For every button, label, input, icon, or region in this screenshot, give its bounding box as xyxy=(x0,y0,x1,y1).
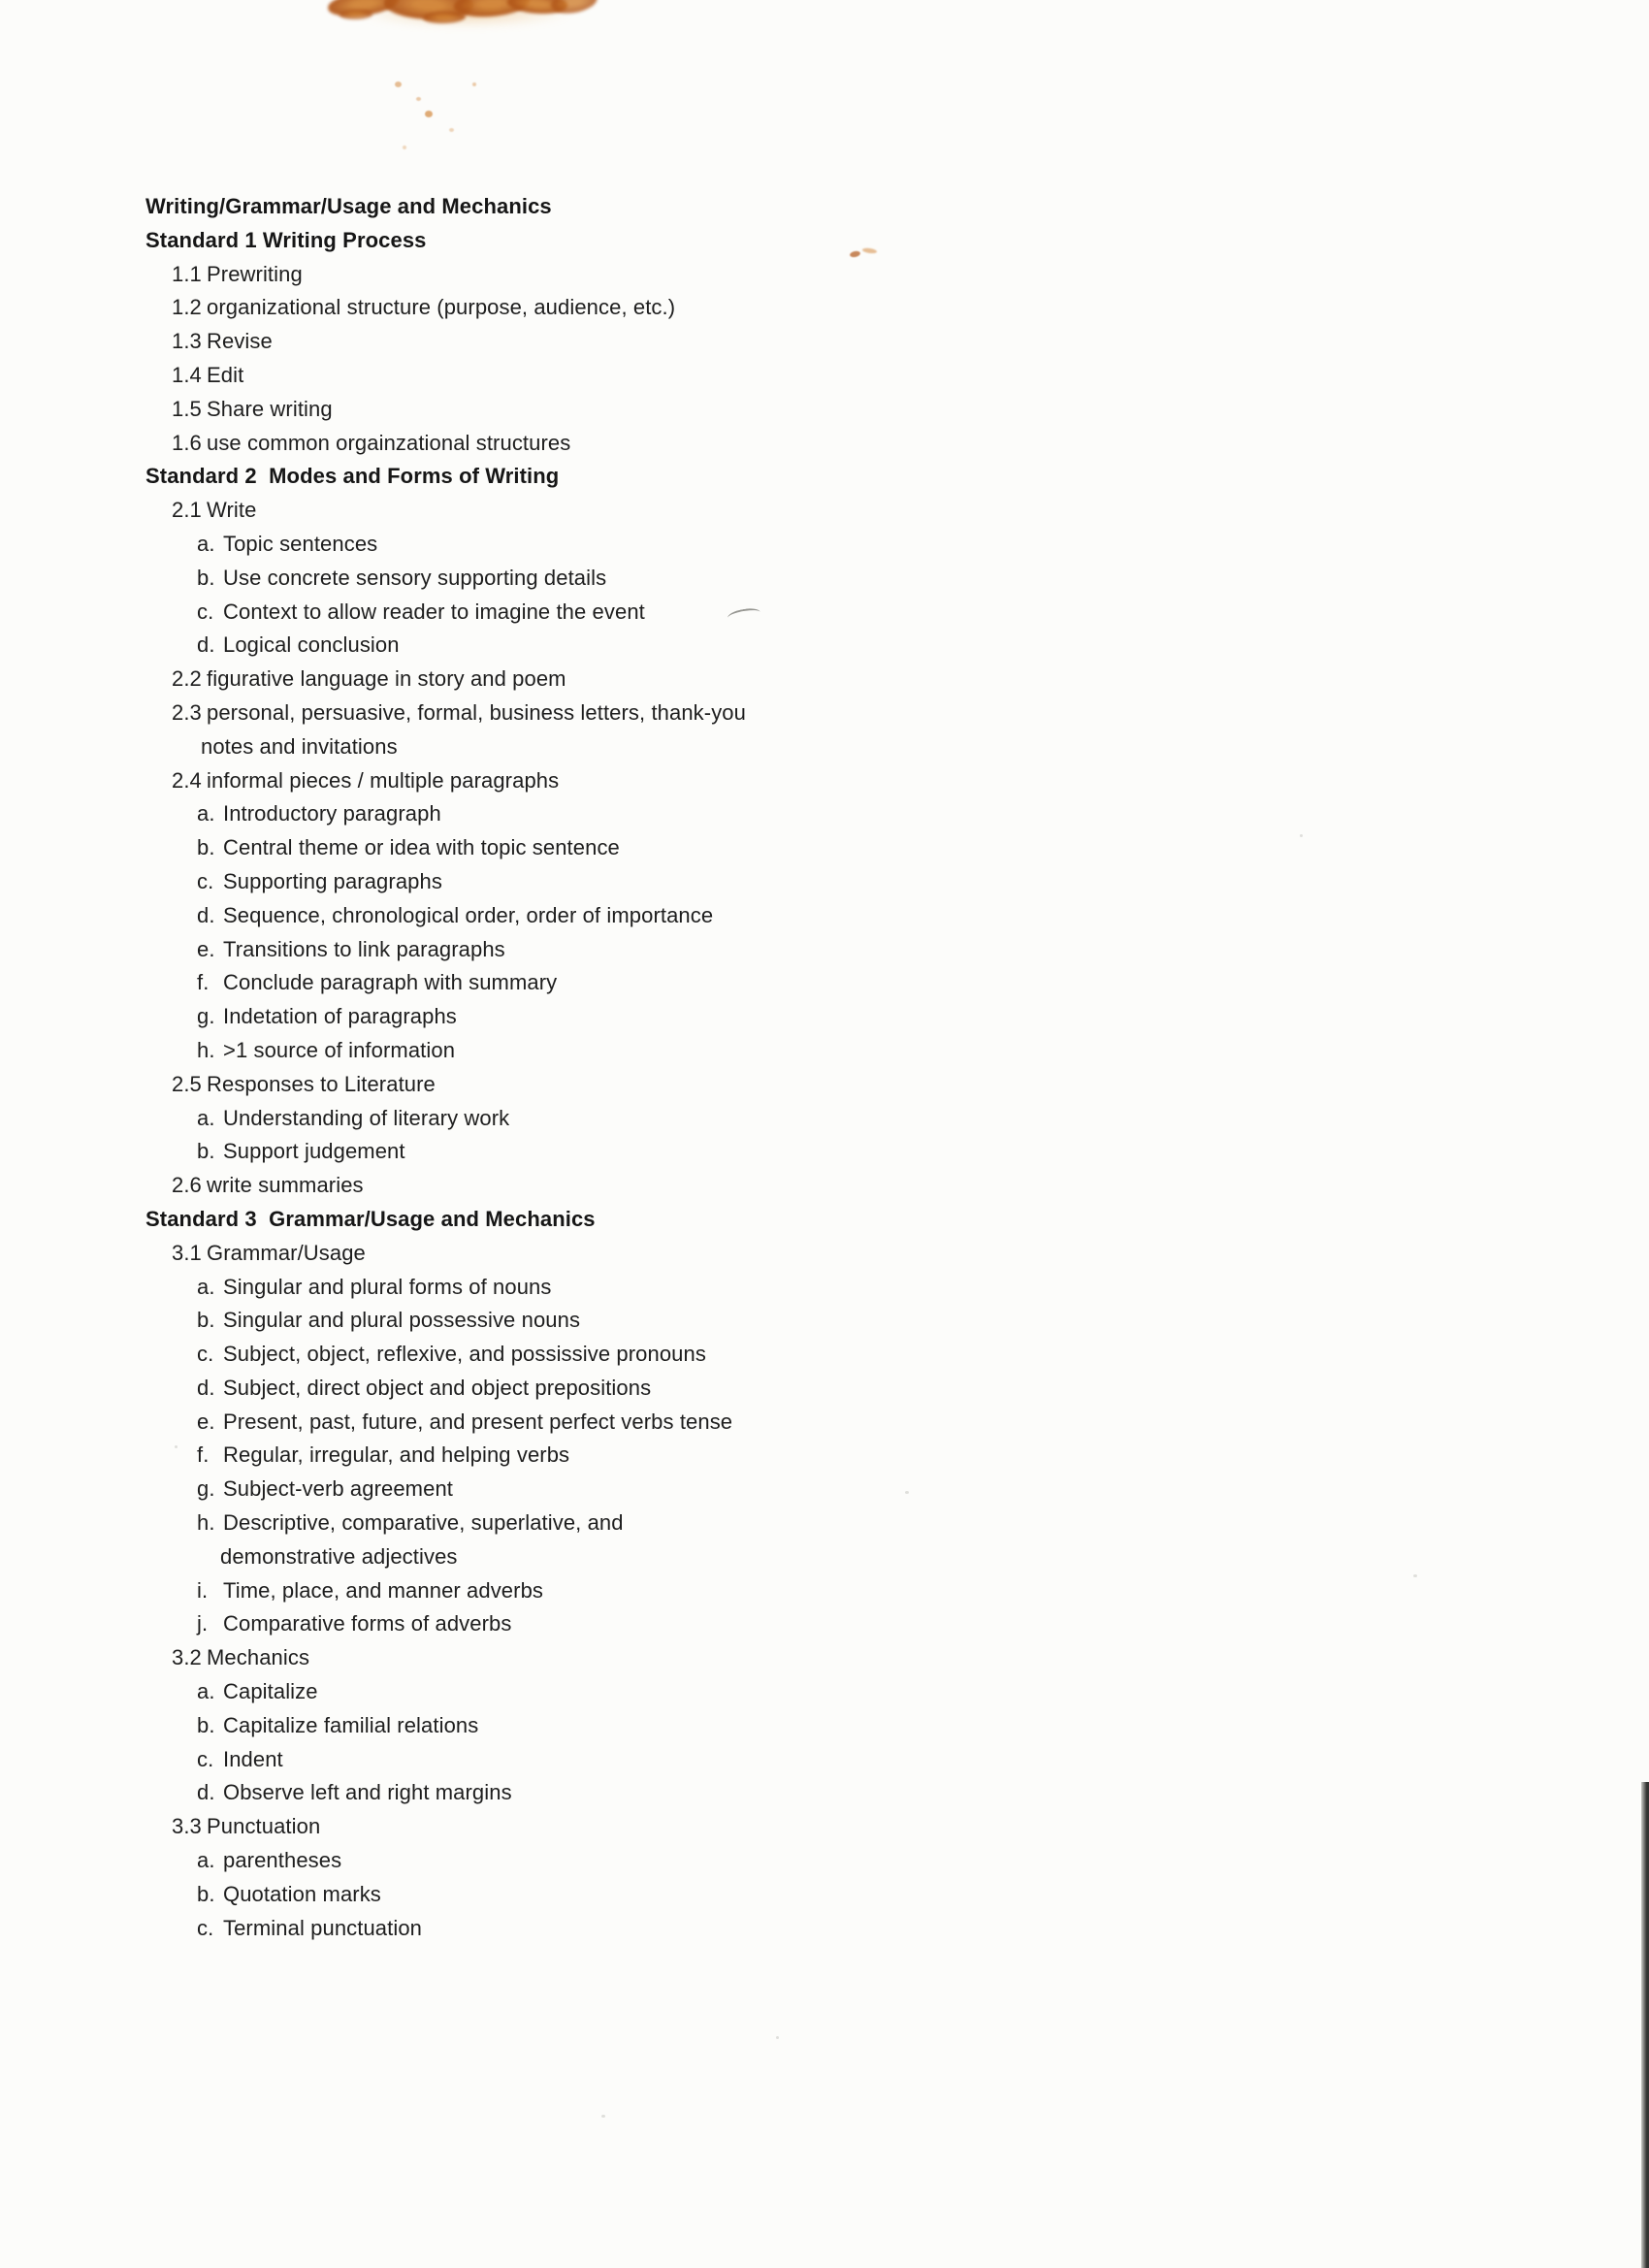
outline-subitem xyxy=(146,831,1164,865)
outline-item xyxy=(146,359,1164,393)
item-number: 1.1 xyxy=(172,261,202,286)
item-text: Share writing xyxy=(207,396,333,421)
subitem-text: Capitalize familial relations xyxy=(223,1712,479,1737)
outline-item xyxy=(146,1169,1164,1203)
outline-subitem xyxy=(146,1135,1164,1169)
item-continuation: notes and invitations xyxy=(201,733,398,759)
scan-edge-shadow xyxy=(1641,1782,1649,2268)
outline-subitem xyxy=(146,1304,1164,1338)
scan-noise-dot xyxy=(1413,1574,1417,1577)
scan-noise-dot xyxy=(175,1445,178,1448)
outline-subitem xyxy=(146,1507,1164,1540)
stain-speck xyxy=(449,128,454,132)
item-number: 1.3 xyxy=(172,329,202,354)
subitem-letter: f. xyxy=(197,1442,210,1468)
outline-subitem xyxy=(146,1338,1164,1372)
outline-subitem xyxy=(146,797,1164,831)
subitem-text: >1 source of information xyxy=(223,1037,456,1062)
item-number: 1.4 xyxy=(172,362,202,387)
item-text: Punctuation xyxy=(207,1814,321,1839)
subitem-text: Indent xyxy=(223,1746,283,1771)
item-number: 1.6 xyxy=(172,430,202,455)
subitem-letter: a. xyxy=(197,1848,215,1873)
subitem-letter: d. xyxy=(197,1375,215,1400)
outline-item xyxy=(146,1810,1164,1844)
subitem-text: Introductory paragraph xyxy=(223,801,441,826)
outline-subitem xyxy=(146,1675,1164,1709)
outline-subitem xyxy=(146,1000,1164,1034)
subitem-text: Topic sentences xyxy=(223,531,378,556)
subitem-letter: b. xyxy=(197,1881,215,1906)
stain-speck xyxy=(403,146,406,149)
outline-subitem xyxy=(146,1473,1164,1507)
stain-speck xyxy=(472,82,476,86)
subitem-letter: d. xyxy=(197,632,215,658)
subitem-letter: b. xyxy=(197,565,215,590)
outline-item xyxy=(146,663,1164,697)
subitem-text: Terminal punctuation xyxy=(223,1915,423,1940)
subitem-letter: b. xyxy=(197,1139,215,1164)
item-text: Edit xyxy=(207,362,244,387)
subitem-text: Descriptive, comparative, superlative, and xyxy=(223,1510,624,1536)
item-text: write summaries xyxy=(207,1173,364,1198)
outline-item xyxy=(146,1068,1164,1102)
scan-noise-dot xyxy=(905,1491,909,1494)
item-text: use common orgainzational structures xyxy=(207,430,571,455)
subitem-letter: a. xyxy=(197,1105,215,1130)
item-text: figurative language in story and poem xyxy=(207,666,566,692)
outline-item xyxy=(146,291,1164,325)
outline-subitem xyxy=(146,1607,1164,1641)
subitem-text: Understanding of literary work xyxy=(223,1105,510,1130)
subitem-letter: c. xyxy=(197,599,214,624)
subitem-letter: b. xyxy=(197,1712,215,1737)
scan-noise-dot xyxy=(1300,834,1303,837)
subitem-text: Singular and plural possessive nouns xyxy=(223,1308,581,1333)
item-text: Prewriting xyxy=(207,261,303,286)
subitem-letter: c. xyxy=(197,1342,214,1367)
stain-speck xyxy=(416,97,421,101)
subitem-letter: b. xyxy=(197,1308,215,1333)
outline-subitem xyxy=(146,562,1164,596)
subitem-letter: e. xyxy=(197,936,215,961)
outline-subitem xyxy=(146,1271,1164,1305)
subitem-letter: b. xyxy=(197,835,215,860)
item-number: 3.3 xyxy=(172,1814,202,1839)
item-number: 2.5 xyxy=(172,1071,202,1096)
outline-item xyxy=(146,258,1164,292)
outline-subitem xyxy=(146,528,1164,562)
item-number: 3.1 xyxy=(172,1240,202,1265)
subitem-text: Capitalize xyxy=(223,1679,318,1704)
subitem-letter: g. xyxy=(197,1476,215,1502)
subitem-text: Logical conclusion xyxy=(223,632,400,658)
subitem-text: Subject, direct object and object prepositions xyxy=(223,1375,652,1400)
outline-subitem xyxy=(146,1406,1164,1440)
subitem-letter: e. xyxy=(197,1409,215,1434)
subitem-letter: d. xyxy=(197,1780,215,1805)
outline-subitem xyxy=(146,629,1164,663)
subitem-continuation: demonstrative adjectives xyxy=(220,1543,458,1569)
item-number: 2.1 xyxy=(172,498,202,523)
item-text: Mechanics xyxy=(207,1645,310,1670)
subitem-letter: a. xyxy=(197,531,215,556)
item-number: 1.2 xyxy=(172,295,202,320)
item-text: Grammar/Usage xyxy=(207,1240,366,1265)
subitem-text: Observe left and right margins xyxy=(223,1780,512,1805)
item-number: 2.6 xyxy=(172,1173,202,1198)
item-text: organizational structure (purpose, audience, etc.) xyxy=(207,295,676,320)
outline-item xyxy=(146,427,1164,461)
outline-subitem xyxy=(146,1709,1164,1743)
standards-outline xyxy=(146,190,1164,1945)
subitem-letter: d. xyxy=(197,902,215,927)
item-text: Write xyxy=(207,498,257,523)
subitem-text: Central theme or idea with topic sentence xyxy=(223,835,620,860)
subitem-text: Use concrete sensory supporting details xyxy=(223,565,607,590)
document-title: Writing/Grammar/Usage and Mechanics xyxy=(146,194,552,218)
subitem-text: Regular, irregular, and helping verbs xyxy=(223,1442,570,1468)
outline-subitem xyxy=(146,966,1164,1000)
item-number: 2.3 xyxy=(172,699,202,725)
subitem-letter: g. xyxy=(197,1004,215,1029)
subitem-letter: c. xyxy=(197,868,214,893)
subitem-letter: f. xyxy=(197,970,210,995)
outline-subitem xyxy=(146,1102,1164,1136)
outline-subitem xyxy=(146,1844,1164,1878)
subitem-letter: a. xyxy=(197,801,215,826)
outline-item xyxy=(146,1237,1164,1271)
subitem-text: Comparative forms of adverbs xyxy=(223,1611,512,1636)
outline-subitem xyxy=(146,1372,1164,1406)
subitem-text: Supporting paragraphs xyxy=(223,868,442,893)
subitem-letter: a. xyxy=(197,1274,215,1299)
outline-subitem xyxy=(146,865,1164,899)
subitem-text: Context to allow reader to imagine the event xyxy=(223,599,645,624)
outline-item xyxy=(146,494,1164,528)
item-text: informal pieces / multiple paragraphs xyxy=(207,767,560,793)
outline-subitem xyxy=(146,1776,1164,1810)
section-heading: Standard 1 Writing Process xyxy=(146,227,427,252)
outline-subitem xyxy=(146,899,1164,933)
subitem-letter: j. xyxy=(197,1611,209,1636)
subitem-letter: i. xyxy=(197,1577,209,1603)
subitem-text: Sequence, chronological order, order of importance xyxy=(223,902,714,927)
subitem-text: Singular and plural forms of nouns xyxy=(223,1274,552,1299)
subitem-letter: h. xyxy=(197,1510,215,1536)
subitem-text: Support judgement xyxy=(223,1139,405,1164)
subitem-letter: c. xyxy=(197,1915,214,1940)
outline-subitem xyxy=(146,1912,1164,1946)
section-heading: Standard 2 Modes and Forms of Writing xyxy=(146,464,560,489)
outline-subitem xyxy=(146,1743,1164,1777)
scan-noise-dot xyxy=(601,2115,605,2118)
subitem-text: Indetation of paragraphs xyxy=(223,1004,457,1029)
subitem-letter: a. xyxy=(197,1679,215,1704)
item-number: 2.2 xyxy=(172,666,202,692)
outline-item xyxy=(146,1641,1164,1675)
outline-subitem xyxy=(146,596,1164,630)
outline-subitem xyxy=(146,1439,1164,1473)
outline-subitem xyxy=(146,1034,1164,1068)
subitem-text: Present, past, future, and present perfect verbs tense xyxy=(223,1409,733,1434)
item-number: 3.2 xyxy=(172,1645,202,1670)
stain-speck xyxy=(425,111,433,117)
stain-speck xyxy=(395,81,402,87)
outline-subitem xyxy=(146,1574,1164,1608)
subitem-text: Quotation marks xyxy=(223,1881,381,1906)
item-text: Responses to Literature xyxy=(207,1071,436,1096)
scan-noise-dot xyxy=(776,2036,779,2039)
outline-item xyxy=(146,393,1164,427)
outline-item xyxy=(146,697,1164,730)
item-text: personal, persuasive, formal, business letters, thank-you xyxy=(207,699,746,725)
subitem-letter: h. xyxy=(197,1037,215,1062)
item-text: Revise xyxy=(207,329,273,354)
item-number: 2.4 xyxy=(172,767,202,793)
item-number: 1.5 xyxy=(172,396,202,421)
subitem-text: Subject, object, reflexive, and possissive pronouns xyxy=(223,1342,706,1367)
outline-subitem xyxy=(146,933,1164,967)
subitem-text: Transitions to link paragraphs xyxy=(223,936,505,961)
subitem-text: Conclude paragraph with summary xyxy=(223,970,558,995)
subitem-letter: c. xyxy=(197,1746,214,1771)
section-heading: Standard 3 Grammar/Usage and Mechanics xyxy=(146,1206,596,1231)
outline-item xyxy=(146,764,1164,798)
outline-subitem xyxy=(146,1878,1164,1912)
subitem-text: Time, place, and manner adverbs xyxy=(223,1577,544,1603)
outline-item xyxy=(146,325,1164,359)
subitem-text: Subject-verb agreement xyxy=(223,1476,453,1502)
subitem-text: parentheses xyxy=(223,1848,342,1873)
